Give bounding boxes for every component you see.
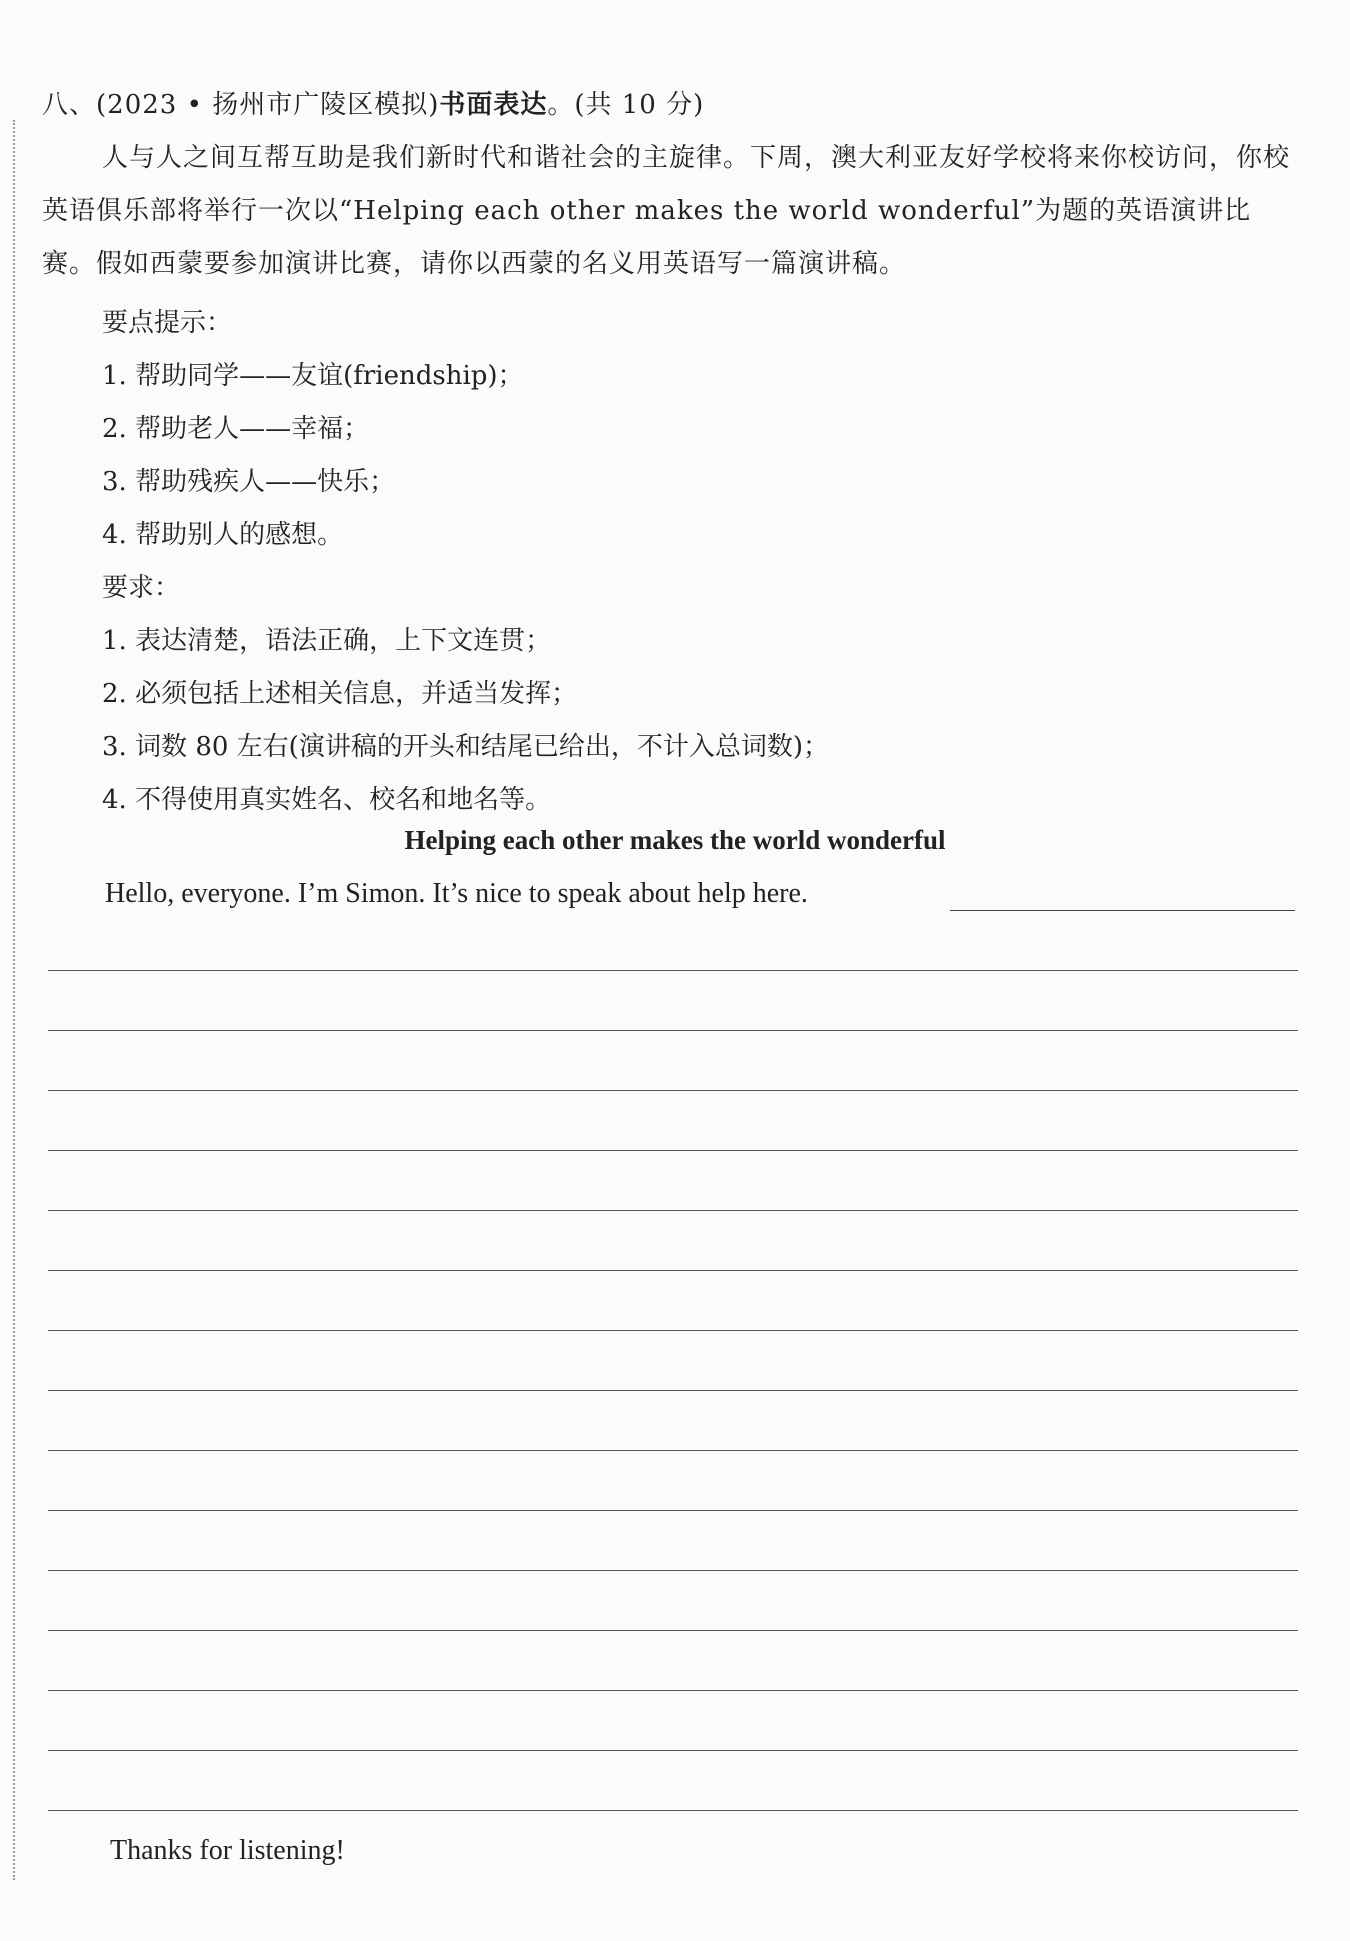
binding-margin-line bbox=[13, 120, 15, 1880]
question-heading bbox=[42, 84, 704, 121]
key-point-item: 4. 帮助别人的感想。 bbox=[102, 520, 344, 550]
prompt-intro: 人与人之间互帮互助是我们新时代和谐社会的主旋律。下周，澳大利亚友好学校将来你校访问，你校英语俱乐部将举行一次以“Helping each other makes the world wonderful”为题的英语演讲比赛。假如西蒙要参加演讲比赛，请你以西蒙的名义用英语写一篇演讲稿。 bbox=[42, 143, 1291, 279]
requirement-item: 4. 不得使用真实姓名、校名和地名等。 bbox=[102, 785, 552, 815]
question-title: 书面表达 bbox=[439, 90, 548, 120]
answer-line[interactable] bbox=[48, 970, 1298, 971]
answer-line[interactable] bbox=[48, 1030, 1298, 1031]
key-points-label: 要点提示： bbox=[102, 308, 233, 338]
requirement-item: 1. 表达清楚，语法正确，上下文连贯； bbox=[102, 626, 552, 656]
key-point-item: 2. 帮助老人——幸福； bbox=[102, 414, 370, 444]
question-score: 。(共 10 分) bbox=[547, 90, 705, 120]
answer-line[interactable] bbox=[48, 1090, 1298, 1091]
key-points-section bbox=[102, 297, 829, 827]
answer-line[interactable] bbox=[48, 1450, 1298, 1451]
answer-line[interactable] bbox=[48, 1510, 1298, 1511]
answer-line[interactable] bbox=[48, 1330, 1298, 1331]
essay-opening: Hello, everyone. I’m Simon. It’s nice to speak about help here. bbox=[105, 878, 808, 909]
question-number: 八、 bbox=[42, 90, 97, 120]
answer-line[interactable] bbox=[48, 1630, 1298, 1631]
question-source: (2023 • 扬州市广陵区模拟) bbox=[96, 90, 440, 120]
answer-line[interactable] bbox=[48, 1690, 1298, 1691]
answer-line[interactable] bbox=[48, 1750, 1298, 1751]
requirement-item: 2. 必须包括上述相关信息，并适当发挥； bbox=[102, 679, 578, 709]
answer-line[interactable] bbox=[48, 1810, 1298, 1811]
requirements-label: 要求： bbox=[102, 573, 181, 603]
key-point-item: 3. 帮助残疾人——快乐； bbox=[102, 467, 396, 497]
key-point-item: 1. 帮助同学——友谊(friendship)； bbox=[102, 361, 524, 391]
answer-line[interactable] bbox=[48, 1390, 1298, 1391]
essay-closing: Thanks for listening! bbox=[110, 1835, 345, 1866]
answer-line[interactable] bbox=[48, 1210, 1298, 1211]
answer-line[interactable] bbox=[48, 1270, 1298, 1271]
answer-line[interactable] bbox=[48, 1570, 1298, 1571]
opening-answer-line[interactable] bbox=[950, 910, 1295, 911]
prompt-paragraph bbox=[42, 132, 1302, 291]
answer-line[interactable] bbox=[48, 1150, 1298, 1151]
requirement-item: 3. 词数 80 左右(演讲稿的开头和结尾已给出，不计入总词数)； bbox=[102, 732, 829, 762]
essay-title: Helping each other makes the world wonderful bbox=[404, 825, 946, 855]
